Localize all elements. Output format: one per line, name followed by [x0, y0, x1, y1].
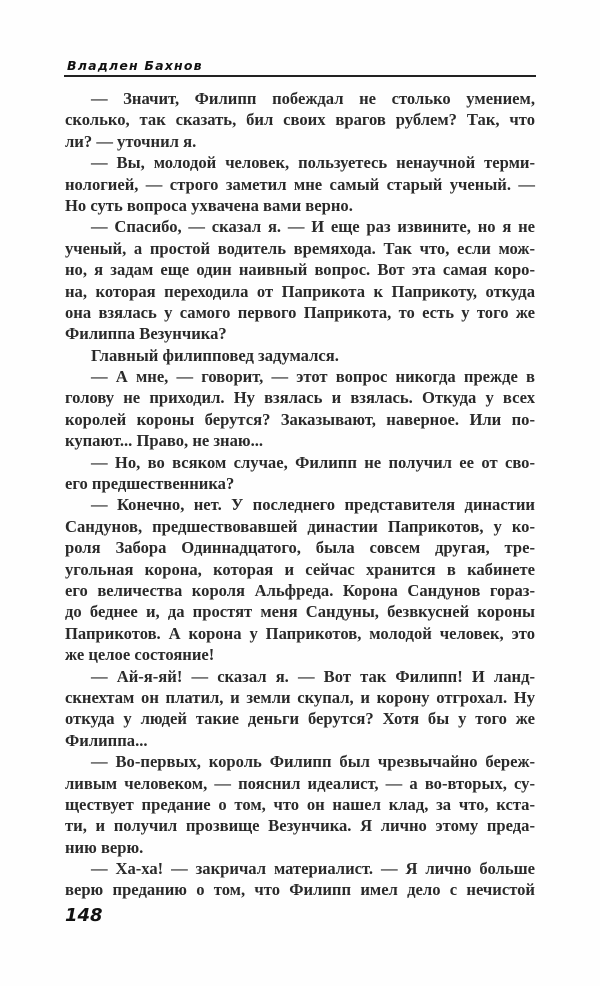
text-line: голову не приходил. Ну взялась и взялась. Откуда у всех	[65, 388, 535, 408]
text-line: Филиппа Везунчика?	[65, 324, 227, 344]
text-line: — Вы, молодой человек, пользуетесь ненаучной терми-	[91, 153, 535, 173]
text-line: — Ха-ха! — закричал материалист. — Я лично больше	[91, 859, 535, 879]
running-header-author: Владлен Бахнов	[67, 58, 203, 73]
text-line: — Значит, Филипп побеждал не столько умением,	[91, 89, 535, 108]
text-line: ществует предание о том, что он нашел клад, за что, кста-	[65, 794, 535, 814]
text-line: но, я задам еще один наивный вопрос. Вот эта самая коро-	[65, 260, 535, 280]
text-line: Филиппа...	[65, 730, 148, 750]
text-line: верю преданию о том, что Филипп имел дело с нечистой	[65, 880, 535, 900]
text-line: Сандунов, предшествовавшей династии Паприкотов, у ко-	[65, 516, 535, 536]
text-line: до беднее и, да простят меня Сандуны, безвкусней короны	[65, 602, 535, 622]
text-line: королей короны берутся? Заказывают, наверное. Или по-	[65, 409, 535, 429]
text-line: ливым человеком, — пояснил идеалист, — а во-вторых, су-	[65, 773, 535, 793]
text-line: роля Забора Одиннадцатого, была совсем другая, тре-	[65, 538, 535, 558]
text-line: она взялась у самого первого Паприкота, то есть у того же	[65, 302, 535, 322]
text-line: угольная корона, которая и сейчас хранится в кабинете	[65, 559, 535, 579]
page-number: 148	[65, 905, 103, 926]
text-line: на, которая переходила от Паприкота к Паприкоту, откуда	[65, 281, 535, 301]
text-line: — Но, во всяком случае, Филипп не получил ее от сво-	[91, 452, 535, 472]
page-body-text	[65, 88, 535, 901]
text-line: — Во-первых, король Филипп был чрезвычайно береж-	[91, 752, 535, 772]
text-line: нию верю.	[65, 837, 144, 857]
text-line: сколько, так сказать, бил своих врагов рублем? Так, что	[65, 110, 535, 130]
text-line: скнехтам он платил, и земли скупал, и корону отгрохал. Ну	[65, 687, 535, 707]
text-line: — Конечно, нет. У последнего представителя династии	[91, 495, 535, 515]
text-line: откуда у людей такие деньги берутся? Хотя бы у того же	[65, 709, 535, 729]
text-line: же целое состояние!	[65, 645, 215, 665]
text-line: ли? — уточнил я.	[65, 131, 197, 151]
text-line: — Ай-я-яй! — сказал я. — Вот так Филипп! И ланд-	[91, 666, 535, 686]
text-line: Главный филипповед задумался.	[91, 345, 339, 365]
text-line: купают... Право, не знаю...	[65, 431, 264, 451]
text-line: — А мне, — говорит, — этот вопрос никогда прежде в	[91, 367, 535, 387]
text-line: его предшественника?	[65, 474, 235, 494]
text-line: ученый, а простой водитель времяхода. Так что, если мож-	[65, 238, 535, 258]
text-line: Паприкотов. А корона у Паприкотов, молодой человек, это	[65, 623, 535, 643]
text-line: Но суть вопроса ухвачена вами верно.	[65, 195, 353, 215]
header-rule	[64, 75, 536, 77]
text-line: — Спасибо, — сказал я. — И еще раз извините, но я не	[91, 217, 535, 237]
text-line: ти, и получил прозвище Везунчика. Я лично этому преда-	[65, 816, 535, 836]
text-line: его величества короля Альфреда. Корона Сандунов горaз-	[65, 580, 535, 600]
text-line: нологией, — строго заметил мне самый старый ученый. —	[65, 174, 535, 194]
